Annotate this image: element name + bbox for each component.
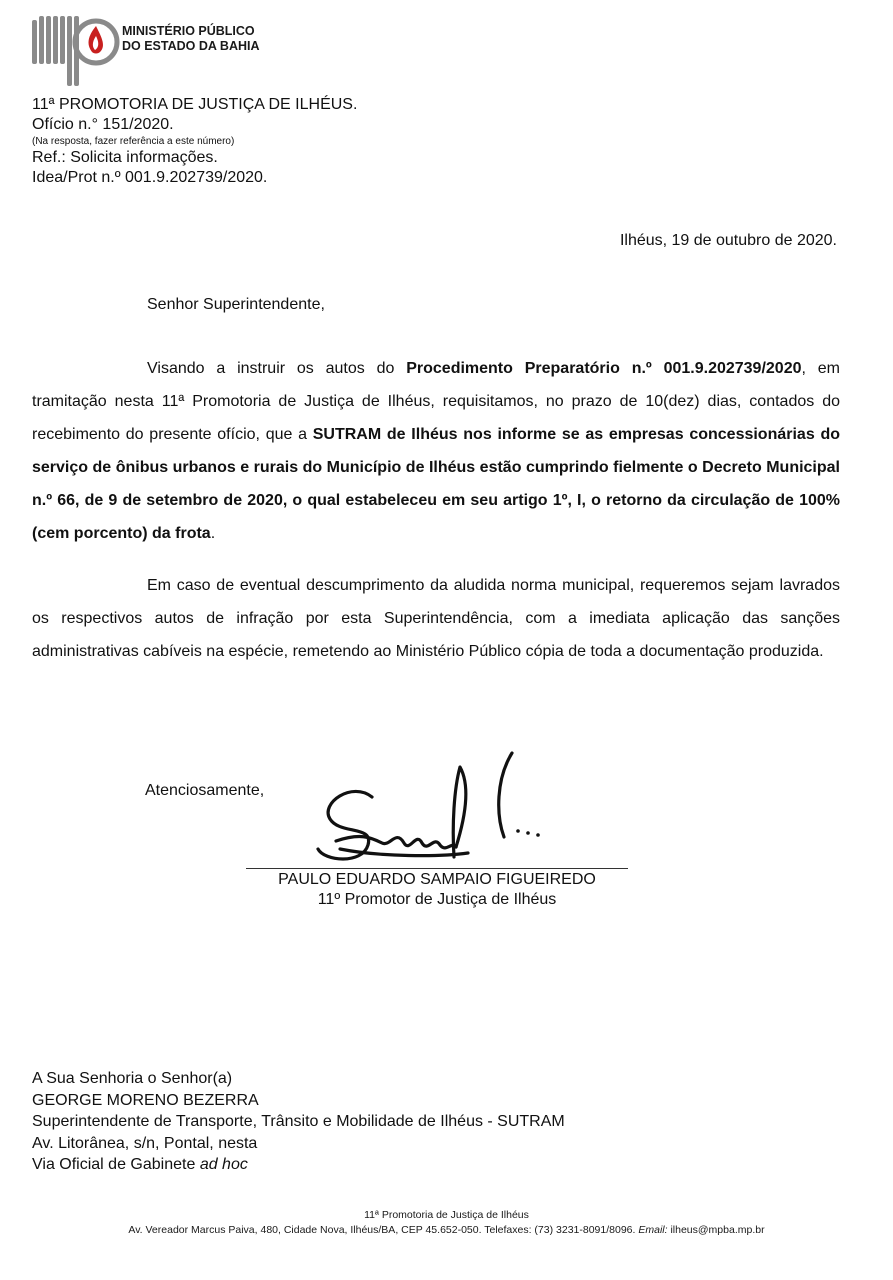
signature-line <box>246 868 628 869</box>
delivery-text: Via Oficial de Gabinete <box>32 1156 200 1173</box>
p1-text-a: Visando a instruir os autos do <box>147 360 407 377</box>
footer-line-2 <box>0 1223 893 1238</box>
body-paragraph-1 <box>32 352 840 550</box>
reference-line: Ref.: Solicita informações. <box>32 149 218 166</box>
letter-date: Ilhéus, 19 de outubro de 2020. <box>619 232 837 249</box>
p1-request-bold: SUTRAM de Ilhéus nos informe se as empresas concessionárias do serviço de ônibus urbanos e rurais do Município de Ilhéus estão cumprindo fielmente o Decreto Municipal n.º 66, de 9 de setembro de 2020, o qual estabeleceu em seu artigo 1º, I, o retorno da circulação de 100% (cem porcento) da frota <box>32 426 840 542</box>
signatory-name: PAULO EDUARDO SAMPAIO FIGUEIREDO <box>278 871 596 888</box>
signatory-title: 11º Promotor de Justiça de Ilhéus <box>317 891 557 908</box>
addressee-line-1: A Sua Senhoria o Senhor(a) <box>32 1070 233 1087</box>
p1-text-e: . <box>210 525 216 542</box>
handwritten-signature <box>300 745 560 875</box>
body-paragraph-2 <box>32 569 840 668</box>
footer-email: ilheus@mpba.mp.br <box>667 1224 765 1236</box>
letter-header <box>32 95 357 188</box>
mp-logo <box>30 14 122 88</box>
protocol-number: Idea/Prot n.º 001.9.202739/2020. <box>32 169 268 186</box>
closing: Atenciosamente, <box>145 782 265 799</box>
footer-line-1: 11ª Promotoria de Justiça de Ilhéus <box>364 1209 529 1221</box>
org-line-1: MINISTÉRIO PÚBLICO <box>122 24 255 38</box>
org-line-2: DO ESTADO DA BAHIA <box>122 39 260 53</box>
signatory <box>246 870 628 910</box>
promotoria-title: 11ª PROMOTORIA DE JUSTIÇA DE ILHÉUS. <box>32 96 358 113</box>
response-note: (Na resposta, fazer referência a este número) <box>32 136 235 147</box>
oficio-number: Ofício n.° 151/2020. <box>32 116 174 133</box>
page-footer <box>0 1208 893 1238</box>
addressee-name: GEORGE MORENO BEZERRA <box>32 1091 259 1109</box>
footer-email-label: Email: <box>638 1224 668 1236</box>
p1-text-c: , em tramitação nesta 11ª Promotoria de Justiça de Ilhéus, requisitamos, no prazo de 10(dez) dias, contados do recebimento do presente ofício, que a <box>32 360 840 443</box>
organization-name <box>122 24 260 54</box>
p2-text: Em caso de eventual descumprimento da aludida norma municipal, requeremos sejam lavrados os respectivos autos de infração por esta Superintendência, com a imediata aplicação das sanções administrativas cabíveis na espécie, remetendo ao Ministério Público cópia de toda a documentação produzida. <box>32 577 840 660</box>
addressee-role: Superintendente de Transporte, Trânsito e Mobilidade de Ilhéus - SUTRAM <box>32 1113 565 1130</box>
addressee-address: Av. Litorânea, s/n, Pontal, nesta <box>32 1134 258 1152</box>
mp-flame-logo-icon <box>30 14 122 88</box>
p1-procedure-number: Procedimento Preparatório n.º 001.9.202739/2020 <box>406 360 802 377</box>
footer-address: Av. Vereador Marcus Paiva, 480, Cidade Nova, Ilhéus/BA, CEP 45.652-050. Telefaxes: (73) 3231-8091/8096. <box>128 1224 639 1236</box>
delivery-adhoc: ad hoc <box>199 1156 248 1173</box>
addressee-block <box>32 1068 565 1176</box>
salutation: Senhor Superintendente, <box>147 296 325 313</box>
delivery-method <box>32 1154 565 1176</box>
